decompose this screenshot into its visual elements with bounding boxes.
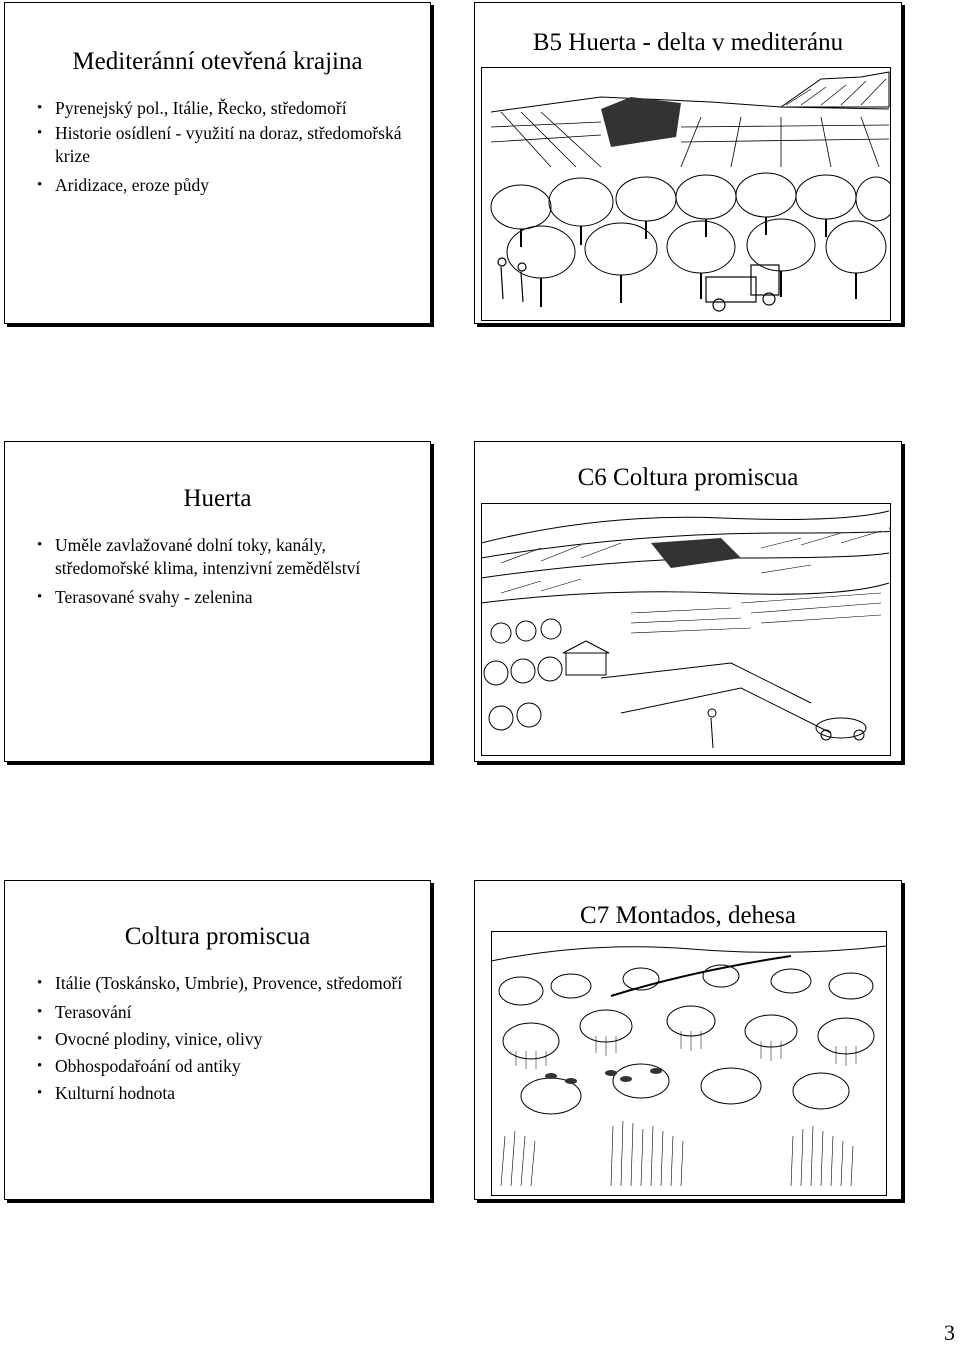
slide-6 xyxy=(474,880,902,1200)
slide-title: Mediteránní otevřená krajina xyxy=(72,48,363,75)
slide-2 xyxy=(474,2,902,324)
bullet-item: • Terasování xyxy=(29,999,409,1026)
bullet-list xyxy=(29,95,409,199)
bullet-item: • Aridizace, eroze půdy xyxy=(29,172,409,199)
landscape-sketch-terraced-fields-icon xyxy=(481,503,891,756)
bullet-item: • Uměle zavlažované dolní toky, kanály, středomořské klima, intenzivní zemědělství xyxy=(29,534,409,580)
slide-3 xyxy=(4,441,431,762)
bullet-item: • Pyrenejský pol., Itálie, Řecko, středomoří xyxy=(29,95,409,122)
bullet-item: • Historie osídlení - využití na doraz, středomořská krize xyxy=(29,122,409,168)
landscape-sketch-oak-pasture-icon xyxy=(491,931,887,1196)
bullet-item: • Obhospodařoání od antiky xyxy=(29,1053,409,1080)
slide-5 xyxy=(4,880,431,1200)
slide-1 xyxy=(4,2,431,324)
slide-title: Coltura promiscua xyxy=(124,923,311,950)
bullet-item: • Ovocné plodiny, vinice, olivy xyxy=(29,1026,409,1053)
bullet-item: • Itálie (Toskánsko, Umbrie), Provence, středomoří xyxy=(29,972,409,995)
slide-4 xyxy=(474,441,902,762)
slide-title: C6 Coltura promiscua xyxy=(577,464,799,491)
landscape-sketch-orchard-truck-icon xyxy=(481,67,891,321)
slide-title: Huerta xyxy=(183,485,252,512)
bullet-item: • Kulturní hodnota xyxy=(29,1080,409,1107)
bullet-list xyxy=(29,972,409,1107)
bullet-list xyxy=(29,534,409,611)
bullet-item: • Terasované svahy - zelenina xyxy=(29,584,409,611)
slide-title: C7 Montados, dehesa xyxy=(580,902,796,929)
page-number: 3 xyxy=(944,1320,955,1345)
slide-title: B5 Huerta - delta v mediteránu xyxy=(532,29,844,56)
